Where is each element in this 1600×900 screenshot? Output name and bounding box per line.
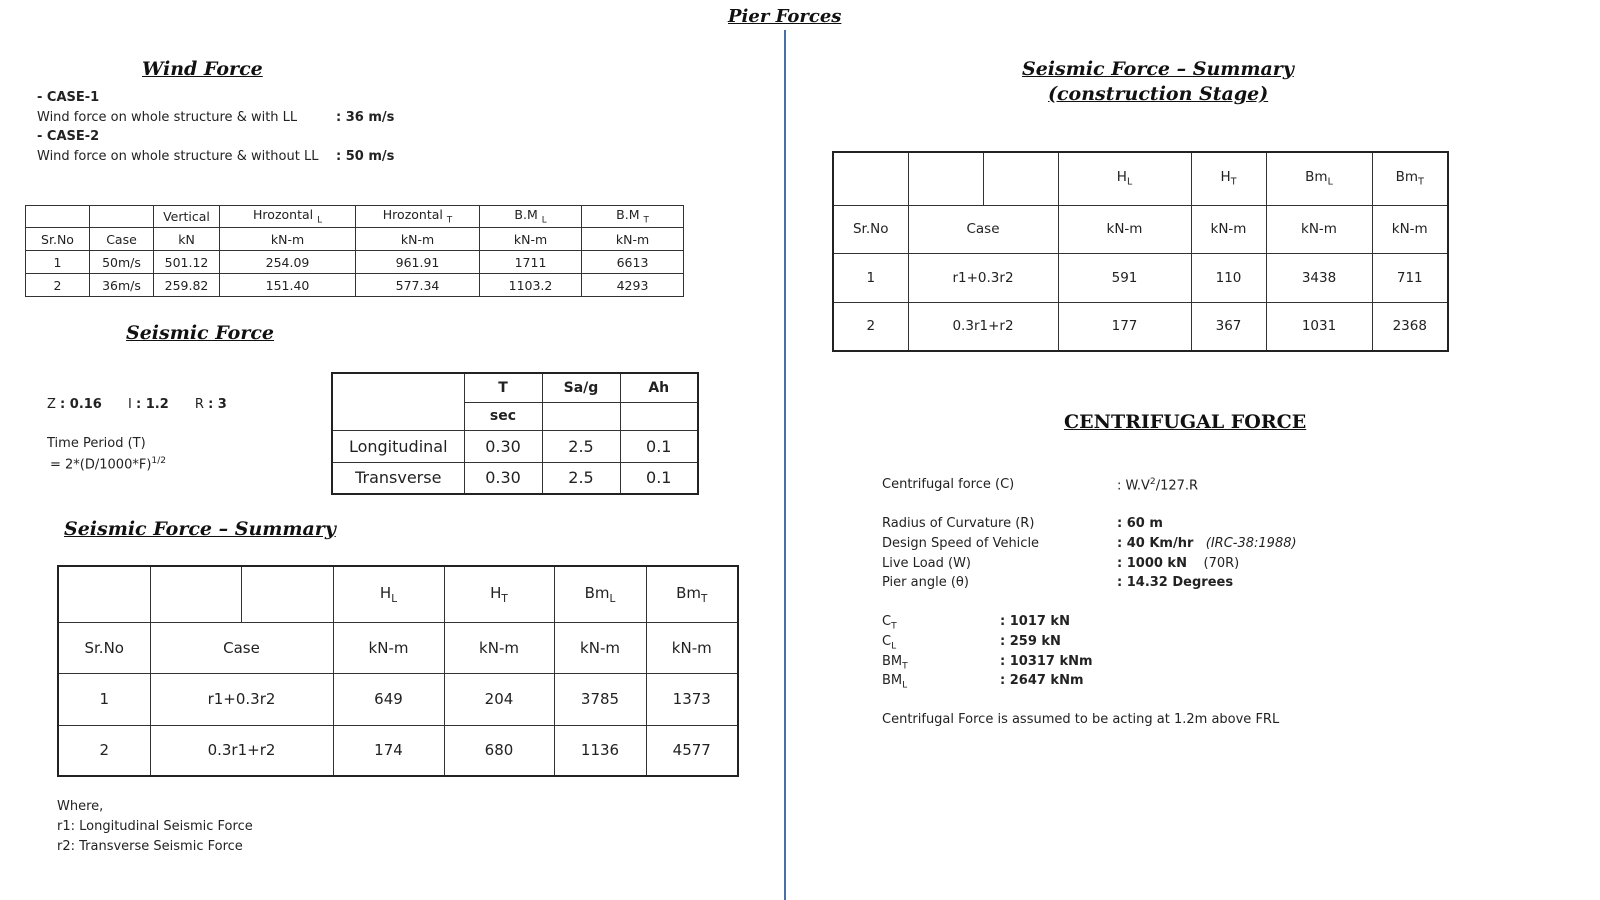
- result-bml-label: $BM_L$: [882, 673, 908, 691]
- table-cell: 367: [1191, 302, 1266, 351]
- time-period-label: Time Period (T): [47, 436, 146, 451]
- seismic-summary-table: [57, 565, 739, 777]
- table-header-cell: [90, 206, 154, 228]
- table-cell: 1136: [554, 725, 646, 776]
- result-cl-value: : 259 kN: [1000, 634, 1061, 649]
- r1-note: r1: Longitudinal Seismic Force: [57, 819, 253, 834]
- table-header-cell: $Bm_L$: [1266, 152, 1372, 205]
- construction-summary-title-2: (construction Stage): [1048, 83, 1269, 105]
- table-header-cell: kN: [154, 228, 220, 251]
- table-cell: 711: [1372, 253, 1448, 302]
- summary-table-units: [58, 622, 738, 673]
- table-header-cell: Vertical: [154, 206, 220, 228]
- centrifugal-note: Centrifugal Force is assumed to be acting at 1.2m above FRL: [882, 712, 1280, 727]
- table-header-cell: [26, 206, 90, 228]
- seismic-table-header: [332, 373, 698, 402]
- table-cell: 259.82: [154, 274, 220, 297]
- wind-force-title: Wind Force: [142, 58, 263, 80]
- seismic-force-table: [331, 372, 699, 495]
- table-header-cell: Case: [908, 205, 1058, 253]
- table-row: [26, 251, 684, 274]
- table-header-cell: T: [464, 373, 542, 402]
- table-cell: 0.3r1+r2: [150, 725, 333, 776]
- r2-note: r2: Transverse Seismic Force: [57, 839, 243, 854]
- table-header-cell: Case: [90, 228, 154, 251]
- wind-case1-label: - CASE-1: [37, 90, 100, 105]
- table-row: [833, 302, 1448, 351]
- table-header-cell: kN-m: [1058, 205, 1191, 253]
- table-cell: 4293: [582, 274, 684, 297]
- table-header-cell: kN-m: [444, 622, 554, 673]
- table-cell: 961.91: [356, 251, 480, 274]
- construction-table-header: [833, 152, 1448, 205]
- table-cell: 0.30: [464, 430, 542, 462]
- table-header-cell: kN-m: [554, 622, 646, 673]
- table-header-cell: $Bm_T$: [1372, 152, 1448, 205]
- wind-force-table: [25, 205, 684, 297]
- table-cell: 2: [58, 725, 150, 776]
- page-title: Pier Forces: [728, 6, 842, 27]
- table-cell: 177: [1058, 302, 1191, 351]
- table-header-cell: sec: [464, 402, 542, 430]
- seismic-force-title: Seismic Force: [126, 322, 275, 344]
- table-cell: 2.5: [542, 430, 620, 462]
- centrifugal-formula-label: Centrifugal force (C): [882, 477, 1015, 492]
- table-header-cell: Hrozontal $_L$: [220, 206, 356, 228]
- table-header-cell: kN-m: [333, 622, 444, 673]
- table-cell: 680: [444, 725, 554, 776]
- table-header-cell: $Bm_L$: [554, 566, 646, 622]
- table-cell: 4577: [646, 725, 738, 776]
- table-cell: 591: [1058, 253, 1191, 302]
- table-cell: 6613: [582, 251, 684, 274]
- table-header-cell: [833, 152, 908, 205]
- result-ct-label: $C_T$: [882, 614, 897, 632]
- summary-table-header: [58, 566, 738, 622]
- where-label: Where,: [57, 799, 104, 814]
- table-row: [332, 462, 698, 494]
- table-header-cell: Sr.No: [58, 622, 150, 673]
- wind-table-units: [26, 228, 684, 251]
- table-cell: 1103.2: [480, 274, 582, 297]
- centrifugal-formula-value: : $W.V^2/127.R$: [1117, 477, 1199, 494]
- table-cell: Transverse: [332, 462, 464, 494]
- wind-table-header: [26, 206, 684, 228]
- table-cell: 0.30: [464, 462, 542, 494]
- table-row: [58, 673, 738, 725]
- table-header-cell: [620, 402, 698, 430]
- angle-label: Pier angle (θ): [882, 575, 969, 590]
- table-cell: 151.40: [220, 274, 356, 297]
- table-row: [26, 274, 684, 297]
- table-cell: 2.5: [542, 462, 620, 494]
- table-cell: 1373: [646, 673, 738, 725]
- result-bmt-value: : 10317 kNm: [1000, 654, 1093, 669]
- load-label: Live Load (W): [882, 556, 971, 571]
- wind-case2-desc: Wind force on whole structure & without LL: [37, 149, 319, 164]
- table-cell: 3785: [554, 673, 646, 725]
- construction-summary-table: [832, 151, 1449, 352]
- wind-case1-value: : 36 m/s: [336, 110, 395, 125]
- table-header-cell: kN-m: [1266, 205, 1372, 253]
- table-header-cell: [983, 152, 1058, 205]
- wind-case2-label: - CASE-2: [37, 129, 100, 144]
- table-cell: 254.09: [220, 251, 356, 274]
- table-header-cell: [908, 152, 983, 205]
- table-header-cell: kN-m: [220, 228, 356, 251]
- table-header-cell: kN-m: [646, 622, 738, 673]
- table-cell: 1: [58, 673, 150, 725]
- table-cell: 174: [333, 725, 444, 776]
- table-cell: 3438: [1266, 253, 1372, 302]
- table-header-cell: kN-m: [356, 228, 480, 251]
- table-row: [833, 253, 1448, 302]
- table-header-cell: [58, 566, 150, 622]
- table-header-cell: Sr.No: [26, 228, 90, 251]
- table-row: [58, 725, 738, 776]
- result-bml-value: : 2647 kNm: [1000, 673, 1084, 688]
- table-header-cell: kN-m: [582, 228, 684, 251]
- table-header-cell: [332, 373, 464, 430]
- load-value: : 1000 kN (70R): [1117, 556, 1240, 571]
- table-header-cell: kN-m: [480, 228, 582, 251]
- table-header-cell: [542, 402, 620, 430]
- radius-label: Radius of Curvature (R): [882, 516, 1035, 531]
- table-header-cell: Sr.No: [833, 205, 908, 253]
- table-cell: 2: [26, 274, 90, 297]
- table-header-cell: B.M $_T$: [582, 206, 684, 228]
- table-cell: 1: [26, 251, 90, 274]
- table-cell: 0.1: [620, 430, 698, 462]
- seismic-z: Z : 0.16 I : 1.2 R : 3: [47, 397, 227, 412]
- table-cell: 501.12: [154, 251, 220, 274]
- table-cell: 0.1: [620, 462, 698, 494]
- result-ct-value: : 1017 kN: [1000, 614, 1070, 629]
- table-header-cell: Case: [150, 622, 333, 673]
- speed-label: Design Speed of Vehicle: [882, 536, 1040, 551]
- construction-summary-title-1: Seismic Force – Summary: [1022, 58, 1294, 80]
- table-header-cell: [241, 566, 333, 622]
- table-cell: r1+0.3r2: [150, 673, 333, 725]
- time-period-formula: = $2*(D/1000*F)^{1/2}$: [50, 456, 167, 473]
- speed-value: : 40 Km/hr (IRC-38:1988): [1117, 536, 1297, 551]
- wind-case1-desc: Wind force on whole structure & with LL: [37, 110, 298, 125]
- table-header-cell: Ah: [620, 373, 698, 402]
- result-bmt-label: $BM_T$: [882, 654, 908, 672]
- center-divider: [784, 30, 786, 900]
- construction-table-units: [833, 205, 1448, 253]
- table-cell: 2368: [1372, 302, 1448, 351]
- table-header-cell: $H_T$: [444, 566, 554, 622]
- table-header-cell: [150, 566, 241, 622]
- table-cell: 577.34: [356, 274, 480, 297]
- table-cell: 110: [1191, 253, 1266, 302]
- table-header-cell: $H_L$: [1058, 152, 1191, 205]
- table-cell: 204: [444, 673, 554, 725]
- table-header-cell: B.M $_L$: [480, 206, 582, 228]
- table-cell: r1+0.3r2: [908, 253, 1058, 302]
- table-header-cell: kN-m: [1372, 205, 1448, 253]
- table-cell: 36m/s: [90, 274, 154, 297]
- table-cell: 1711: [480, 251, 582, 274]
- table-header-cell: kN-m: [1191, 205, 1266, 253]
- angle-value: : 14.32 Degrees: [1117, 575, 1234, 590]
- table-header-cell: Sa/g: [542, 373, 620, 402]
- table-cell: Longitudinal: [332, 430, 464, 462]
- table-cell: 649: [333, 673, 444, 725]
- table-cell: 50m/s: [90, 251, 154, 274]
- table-cell: 1031: [1266, 302, 1372, 351]
- table-cell: 2: [833, 302, 908, 351]
- centrifugal-title: CENTRIFUGAL FORCE: [1064, 411, 1307, 433]
- table-header-cell: $H_L$: [333, 566, 444, 622]
- radius-value: : 60 m: [1117, 516, 1163, 531]
- table-cell: 1: [833, 253, 908, 302]
- result-cl-label: $C_L$: [882, 634, 897, 652]
- table-header-cell: $Bm_T$: [646, 566, 738, 622]
- table-header-cell: Hrozontal $_T$: [356, 206, 480, 228]
- wind-case2-value: : 50 m/s: [336, 149, 395, 164]
- seismic-summary-title: Seismic Force – Summary: [64, 518, 336, 540]
- table-header-cell: $H_T$: [1191, 152, 1266, 205]
- table-row: [332, 430, 698, 462]
- table-cell: 0.3r1+r2: [908, 302, 1058, 351]
